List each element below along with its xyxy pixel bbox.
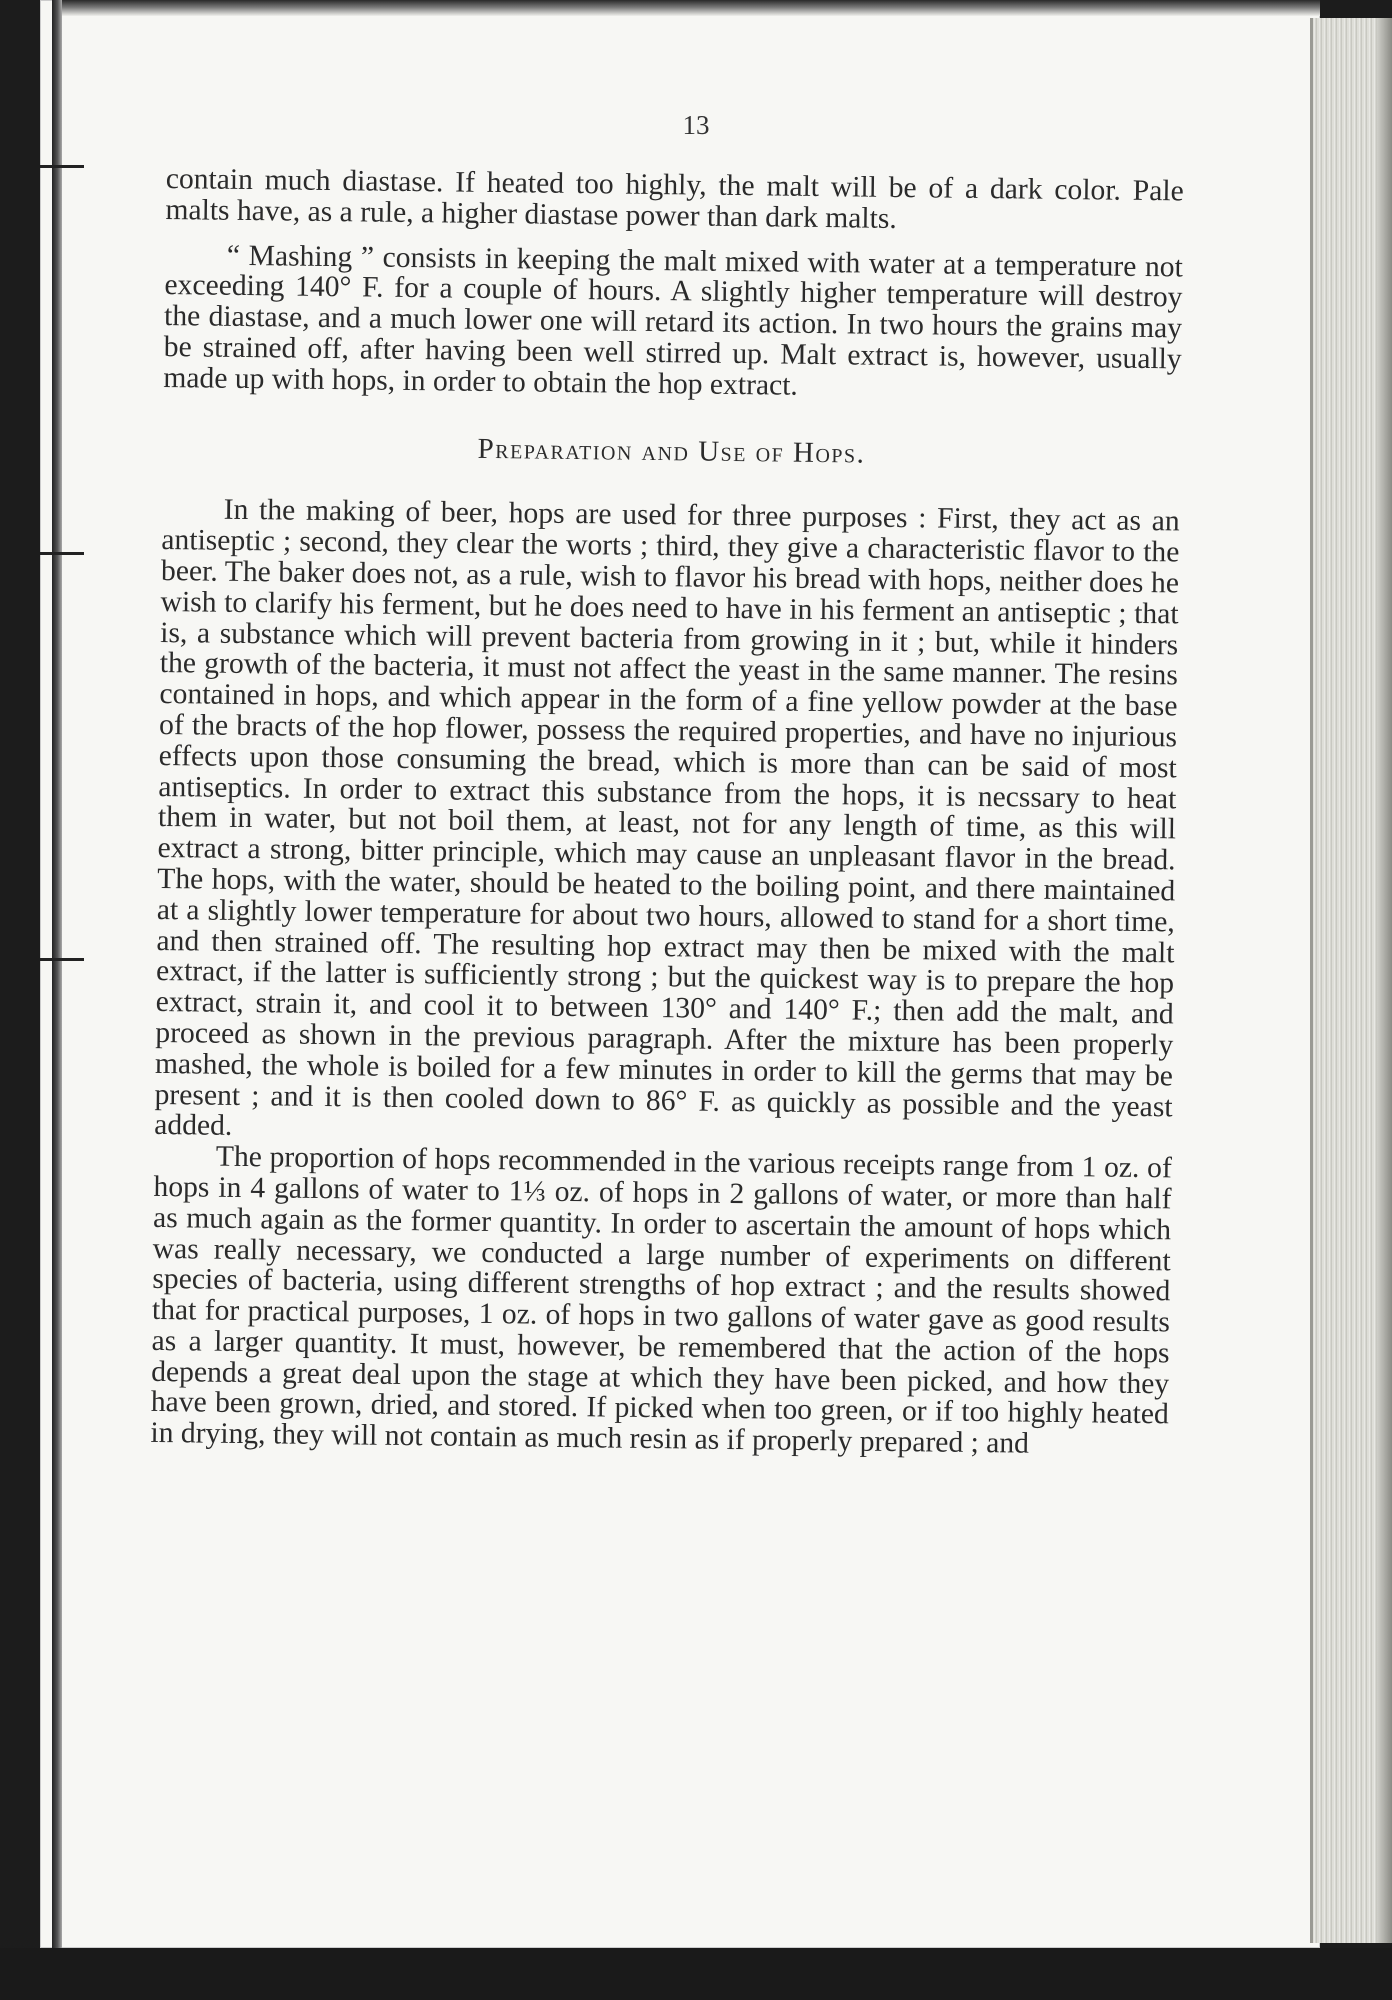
paragraph-mashing: “ Mashing ” consists in keeping the malt mixed with water at a temperature not exceeding 140° F. for a couple of hours. A slightly higher temperature will destroy the diastase, and a much lower one will retard its action. In two hours the grains may be strained off, after having been well stirred up. Malt extract is, however, usually made up with hops, in order to obtain the hop extract. xyxy=(163,239,1184,402)
paragraph-hops-purposes: In the making of beer, hops are used for three purposes : First, they act as an antiseptic ; second, they clear the worts ; third, they give a characteristic flavor to the beer. The baker does not, as a rule, wish to flavor his bread with hops, neither does he wish to clarify his ferment, but he does need to have in his ferment an antiseptic ; that is, a substance which will prevent bacteria from growing in it ; but, while it hinders the growth of the bacteria, it must not affect the yeast in the same manner. The resins contained in hops, and which appear in the form of a fine yellow powder at the base of the bracts of the hop flower, possess the required properties, and have no injurious effects upon those consuming the bread, which is more than can be said of most antiseptics. In order to extract this substance from the hops, it is necssary to heat them in water, but not boil them, at least, not for any length of time, as this will extract a strong, bitter principle, which may cause an unpleasant flavor in the bread. The hops, with the water, should be heated to the boiling point, and there maintained at a slightly lower temperature for about two hours, allowed to stand for a short time, and then strained off. The resulting hop extract may then be mixed with the malt extract, if the latter is sufficiently strong ; but the quickest way is to prepare the hop extract, strain it, and cool it to between 130° and 140° F.; then add the malt, and proceed as shown in the previous paragraph. After the mixture has been properly mashed, the whole is boiled for a few minutes in order to kill the germs that may be present ; and it is then cooled down to 86° F. as quickly as possible and the yeast added. xyxy=(154,494,1180,1143)
binding-mark xyxy=(40,165,84,168)
body-text xyxy=(150,164,1184,1461)
page-top-shadow xyxy=(62,0,1320,16)
page-number: 13 xyxy=(682,110,710,140)
binding-mark xyxy=(40,958,84,961)
scan-background xyxy=(0,1948,1392,2000)
section-heading: Preparation and Use of Hops. xyxy=(477,432,866,470)
paragraph-hops-proportion: The proportion of hops recommended in the various receipts range from 1 oz. of hops in 4 gallons of water to 1⅓ oz. of hops in 2 gallons of water, or more than half as much again as the former quantity. In order to ascertain the amount of hops which was really necessary, we conducted a large number of experiments on different species of bacteria, using different strengths of hop extract ; and the results showed that for practical purposes, 1 oz. of hops in two gallons of water gave as good results as a larger quantity. It must, however, be remembered that the action of the hops depends a great deal upon the stage at which they have been picked, and how they have been grown, dried, and stored. If picked when too green, or if too highly heated in drying, they will not contain as much resin as if properly prepared ; and xyxy=(150,1140,1172,1460)
paragraph-diastase: contain much diastase. If heated too highly, the malt will be of a dark color. Pale malts have, as a rule, a higher diastase power than dark malts. xyxy=(165,163,1184,235)
book-binding-edge xyxy=(52,0,62,1948)
page-stack-edge xyxy=(1310,18,1392,1943)
binding-mark xyxy=(40,552,84,555)
